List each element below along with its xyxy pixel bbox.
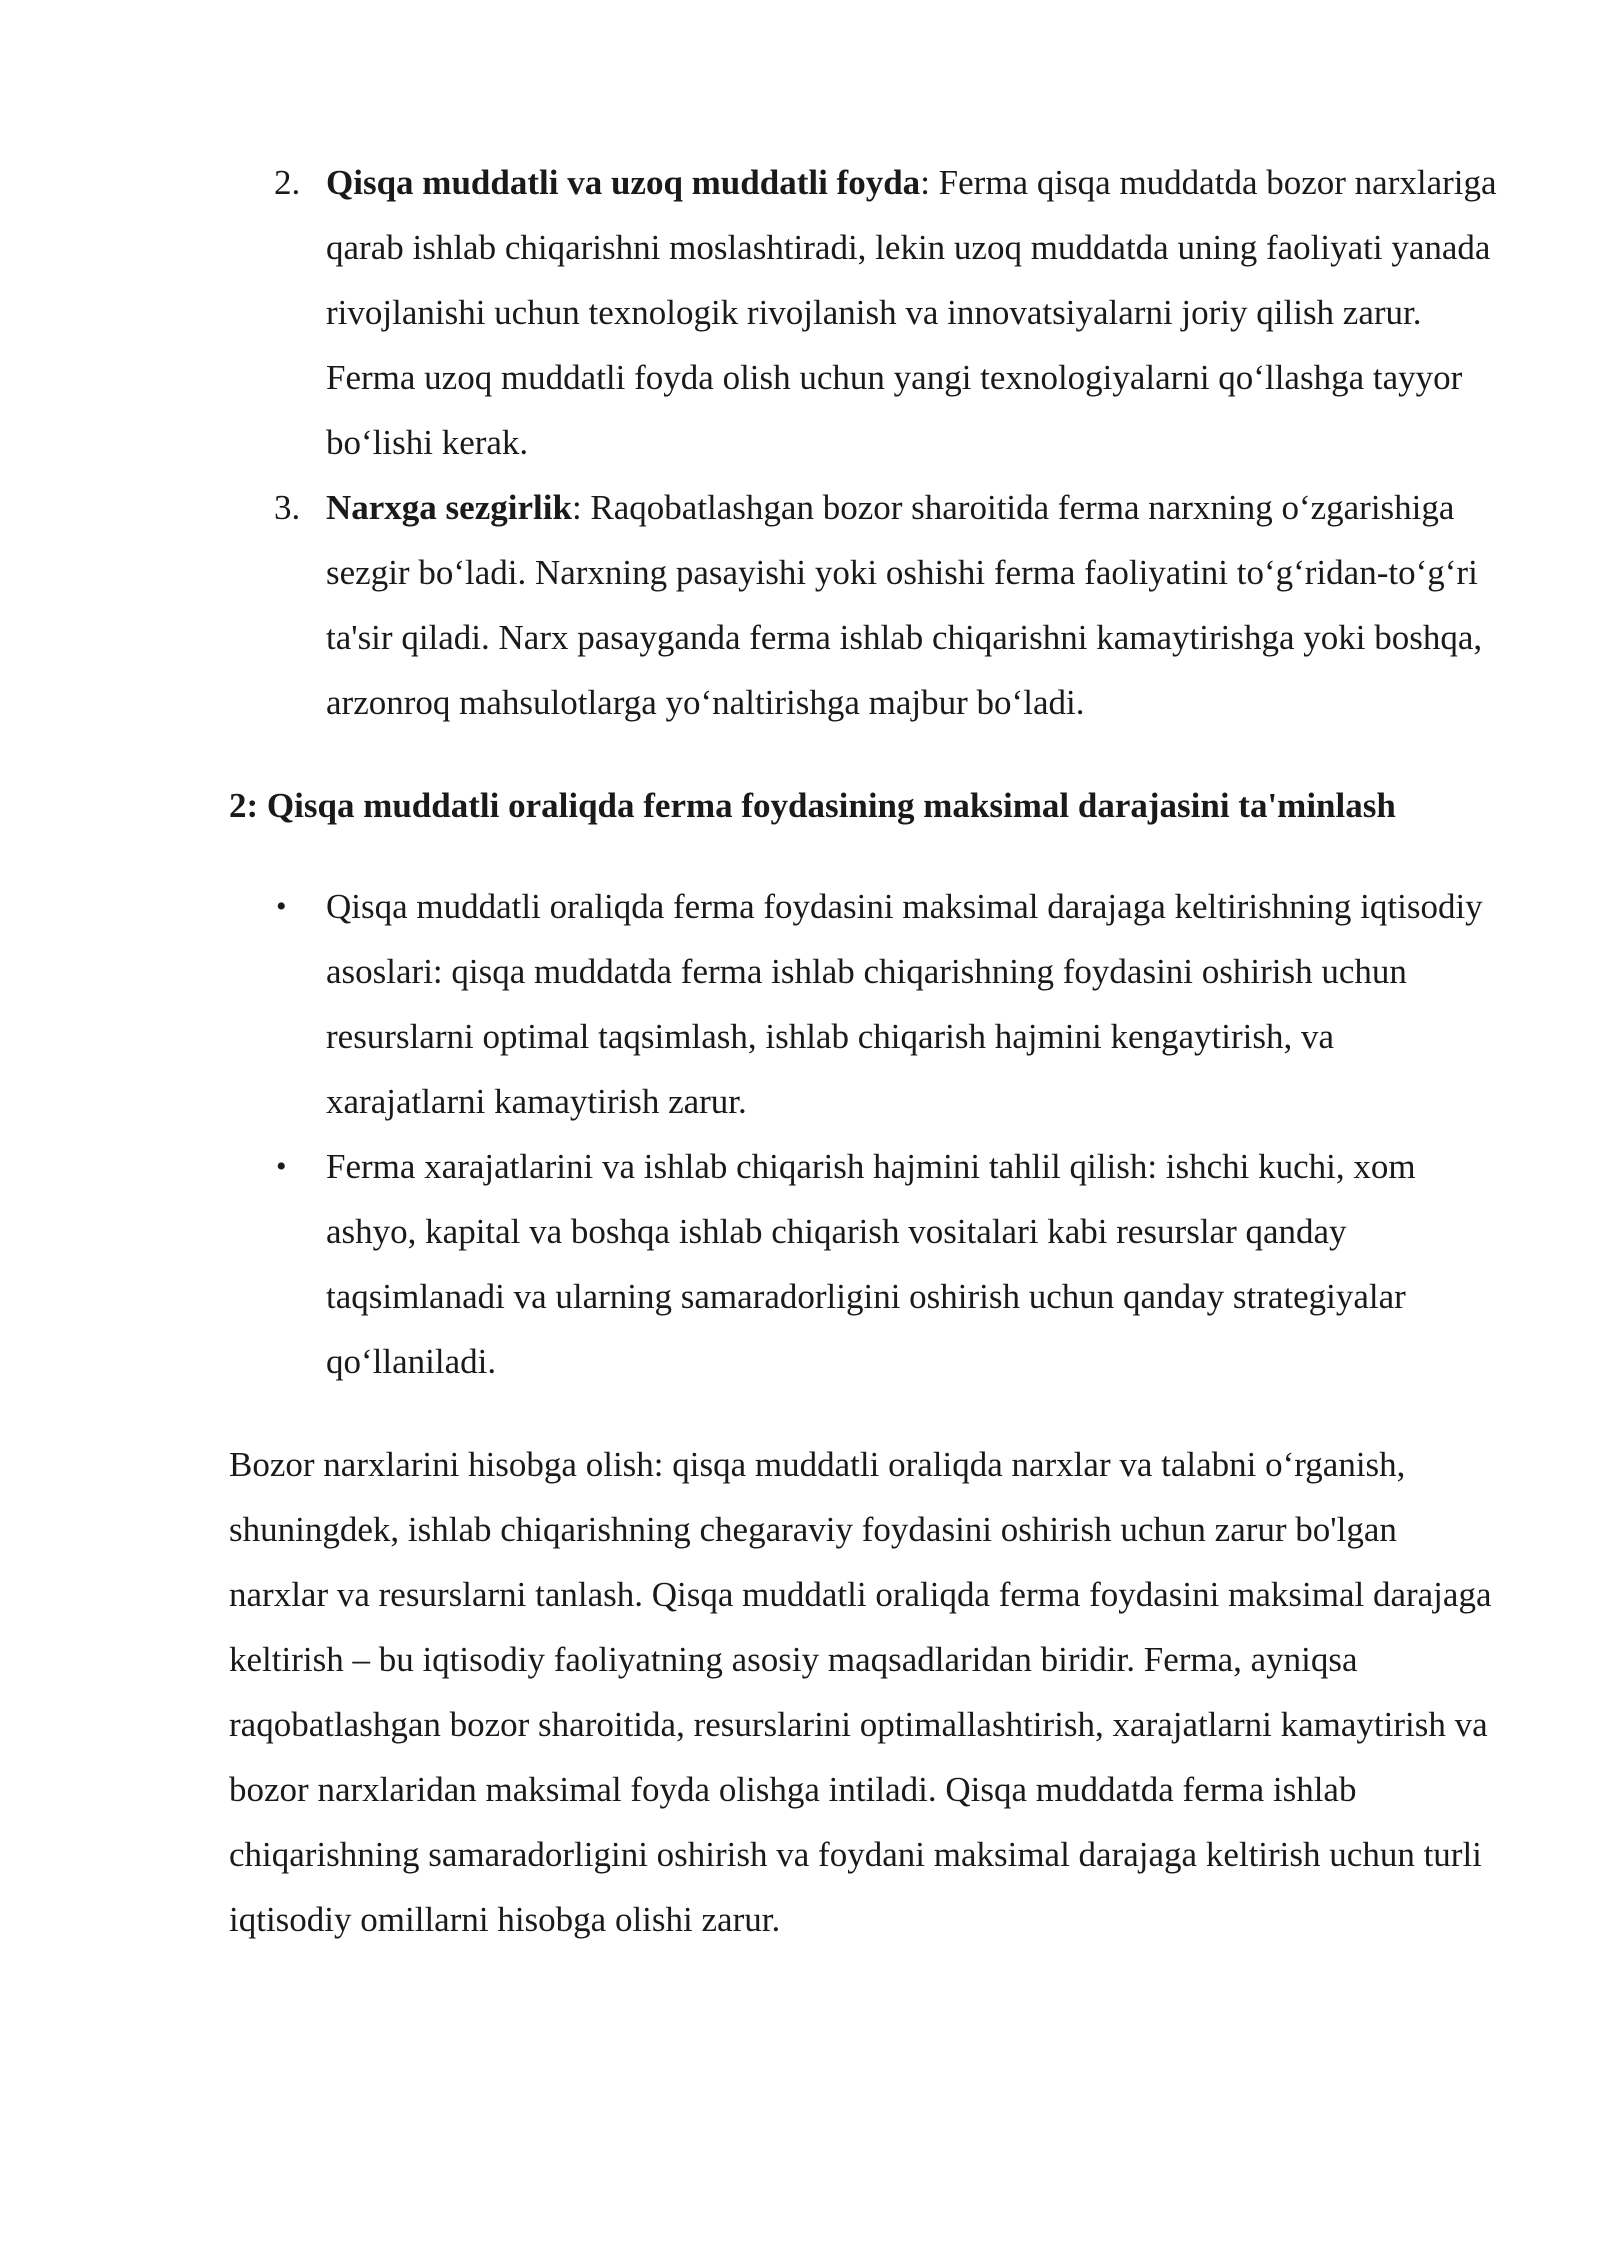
list-number: 3.: [274, 488, 301, 527]
numbered-list: [229, 150, 1499, 735]
list-item: [229, 150, 1499, 475]
section-heading: 2: Qisqa muddatli oraliqda ferma foydasining maksimal darajasini ta'minlash: [229, 786, 1396, 825]
body-paragraph: Bozor narxlarini hisobga olish: qisqa muddatli oraliqda narxlar va talabni o‘rganish, shuningdek, ishlab chiqarishning chegaraviy foydasini oshirish uchun zarur bo'lgan narxlar va resurslarni tanlash. Qisqa muddatli oraliqda ferma foydasini maksimal darajaga keltirish – bu iqtisodiy faoliyatning asosiy maqsadlaridan biridir. Ferma, ayniqsa raqobatlashgan bozor sharoitida, resurslarini optimallashtirish, xarajatlarni kamaytirish va bozor narxlaridan maksimal foyda olishga intiladi. Qisqa muddatda ferma ishlab chiqarishning samaradorligini oshirish va foydani maksimal darajaga keltirish uchun turli iqtisodiy omillarni hisobga olishi zarur.: [229, 1445, 1492, 1939]
list-item-term: Qisqa muddatli va uzoq muddatli foyda: [326, 163, 921, 202]
list-number: 2.: [274, 163, 301, 202]
bullet-list: [229, 874, 1499, 1394]
bullet-item: [229, 1134, 1499, 1394]
bullet-icon: •: [276, 890, 287, 923]
list-item-text: : Ferma qisqa muddatda bozor narxlariga qarab ishlab chiqarishni moslashtiradi, lekin uzoq muddatda uning faoliyati yanada rivojlanishi uchun texnologik rivojlanish va innovatsiyalarni joriy qilish zarur. Ferma uzoq muddatli foyda olish uchun yangi texnologiyalarni qo‘llashga tayyor bo‘lishi kerak.: [326, 163, 1497, 462]
bullet-text: Ferma xarajatlarini va ishlab chiqarish hajmini tahlil qilish: ishchi kuchi, xom ashyo, kapital va boshqa ishlab chiqarish vositalari kabi resurslar qanday taqsimlanadi va ularning samaradorligini oshirish uchun qanday strategiyalar qo‘llaniladi.: [326, 1147, 1416, 1381]
list-item-term: Narxga sezgirlik: [326, 488, 572, 527]
list-item-text: : Raqobatlashgan bozor sharoitida ferma narxning o‘zgarishiga sezgir bo‘ladi. Narxning pasayishi yoki oshishi ferma faoliyatini to‘g‘ridan-to‘g‘ri ta'sir qiladi. Narx pasayganda ferma ishlab chiqarishni kamaytirishga yoki boshqa, arzonroq mahsulotlarga yo‘naltirishga majbur bo‘ladi.: [326, 488, 1483, 722]
bullet-item: [229, 874, 1499, 1134]
bullet-text: Qisqa muddatli oraliqda ferma foydasini maksimal darajaga keltirishning iqtisodiy asoslari: qisqa muddatda ferma ishlab chiqarishning foydasini oshirish uchun resurslarni optimal taqsimlash, ishlab chiqarish hajmini kengaytirish, va xarajatlarni kamaytirish zarur.: [326, 887, 1483, 1121]
document-page: [229, 150, 1499, 1952]
bullet-icon: •: [276, 1150, 287, 1183]
list-item: [229, 475, 1499, 735]
